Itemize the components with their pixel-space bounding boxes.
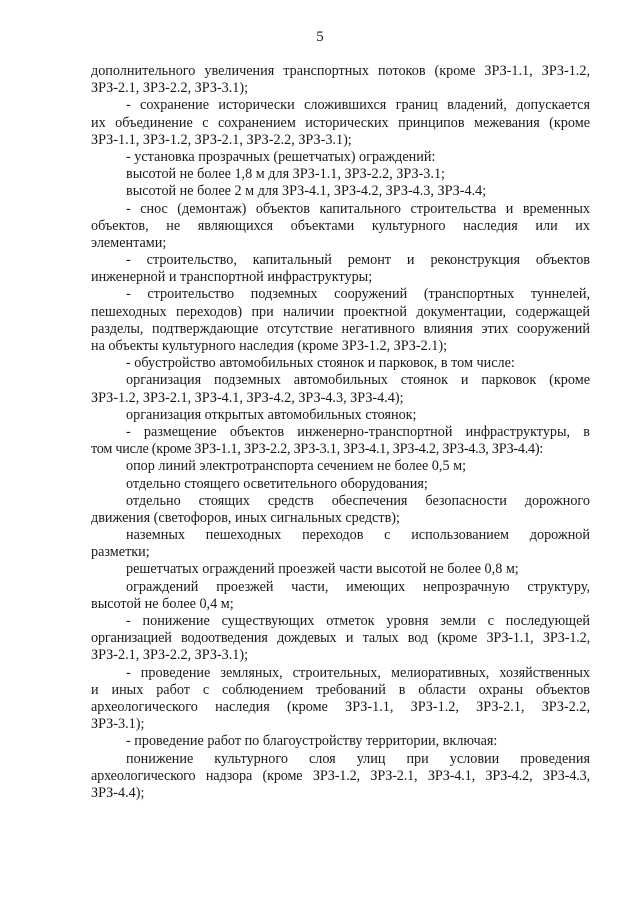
text-line: ЗРЗ-1.1, ЗРЗ-1.2, ЗРЗ-2.1, ЗРЗ-2.2, ЗРЗ-3.1);	[91, 131, 352, 148]
text-line: высотой не более 0,4 м;	[91, 595, 234, 612]
text-line: - снос (демонтаж) объектов капитального строительства и временных	[126, 200, 590, 217]
text-line: пешеходных переходов) при наличии проектной документации, содержащей	[91, 303, 590, 320]
text-line: движения (светофоров, иных сигнальных средств);	[91, 509, 400, 526]
text-line: археологического надзора (кроме ЗРЗ-1.2, ЗРЗ-2.1, ЗРЗ-4.1, ЗРЗ-4.2, ЗРЗ-4.3,	[91, 767, 590, 784]
document-body	[91, 63, 590, 802]
text-line: организация открытых автомобильных стоянок;	[126, 406, 417, 423]
text-line: - сохранение исторически сложившихся границ владений, допускается	[126, 97, 590, 114]
text-line: отдельно стоящих средств обеспечения безопасности дорожного	[126, 492, 590, 509]
text-line: высотой не более 2 м для ЗРЗ-4.1, ЗРЗ-4.2, ЗРЗ-4.3, ЗРЗ-4.4;	[126, 183, 487, 200]
text-line: на объекты культурного наследия (кроме ЗРЗ-1.2, ЗРЗ-2.1);	[91, 338, 448, 354]
text-line: ЗРЗ-2.1, ЗРЗ-2.2, ЗРЗ-3.1);	[91, 647, 249, 664]
text-line: ЗРЗ-3.1);	[91, 716, 145, 733]
text-line: - размещение объектов инженерно-транспортной инфраструктуры, в	[126, 423, 590, 440]
text-line: - обустройство автомобильных стоянок и парковок, в том числе:	[126, 355, 515, 372]
text-line: разметки;	[91, 544, 150, 561]
text-line: - строительство, капитальный ремонт и реконструкция объектов	[126, 252, 590, 269]
text-line: их объединение с сохранением исторических принципов межевания (кроме	[91, 114, 590, 131]
text-line: ЗРЗ-1.2, ЗРЗ-2.1, ЗРЗ-4.1, ЗРЗ-4.2, ЗРЗ-4.3, ЗРЗ-4.4);	[91, 389, 404, 406]
text-line: ЗРЗ-2.1, ЗРЗ-2.2, ЗРЗ-3.1);	[91, 80, 249, 97]
text-line: объектов, не являющихся объектами культурного наследия или их	[91, 217, 590, 234]
text-line: разделы, подтверждающие отсутствие негативного влияния этих сооружений	[91, 320, 590, 337]
text-line: археологического наследия (кроме ЗРЗ-1.1, ЗРЗ-1.2, ЗРЗ-2.1, ЗРЗ-2.2,	[91, 698, 590, 715]
text-line: - проведение земляных, строительных, мелиоративных, хозяйственных	[126, 664, 590, 681]
text-line: и иных работ с соблюдением требований в области охраны объектов	[91, 681, 590, 698]
text-line: - проведение работ по благоустройству территории, включая:	[126, 733, 498, 750]
text-line: - понижение существующих отметок уровня земли с последующей	[126, 613, 590, 629]
text-line: наземных пешеходных переходов с использованием дорожной	[126, 527, 590, 544]
text-line: организацией водоотведения дождевых и талых вод (кроме ЗРЗ-1.1, ЗРЗ-1.2,	[91, 630, 590, 647]
text-line: отдельно стоящего осветительного оборудования;	[126, 475, 428, 492]
text-line: понижение культурного слоя улиц при условии проведения	[126, 750, 590, 767]
text-line: организация подземных автомобильных стоянок и парковок (кроме	[126, 372, 590, 389]
text-line: дополнительного увеличения транспортных потоков (кроме ЗРЗ-1.1, ЗРЗ-1.2,	[91, 63, 590, 79]
text-line: инженерной и транспортной инфраструктуры;	[91, 269, 373, 286]
text-line: опор линий электротранспорта сечением не более 0,5 м;	[126, 458, 467, 475]
text-line: том числе (кроме ЗРЗ-1.1, ЗРЗ-2.2, ЗРЗ-3.1, ЗРЗ-4.1, ЗРЗ-4.2, ЗРЗ-4.3, ЗРЗ-4.4):	[91, 441, 544, 458]
text-line: ЗРЗ-4.4);	[91, 784, 145, 801]
text-line: ограждений проезжей части, имеющих непрозрачную структуру,	[126, 578, 590, 595]
text-line: высотой не более 1,8 м для ЗРЗ-1.1, ЗРЗ-2.2, ЗРЗ-3.1;	[126, 166, 445, 183]
text-line: решетчатых ограждений проезжей части высотой не более 0,8 м;	[126, 561, 519, 578]
text-line: - строительство подземных сооружений (транспортных туннелей,	[126, 286, 590, 303]
text-line: элементами;	[91, 234, 167, 251]
text-line: - установка прозрачных (решетчатых) ограждений:	[126, 148, 436, 165]
page-number: 5	[316, 29, 324, 45]
